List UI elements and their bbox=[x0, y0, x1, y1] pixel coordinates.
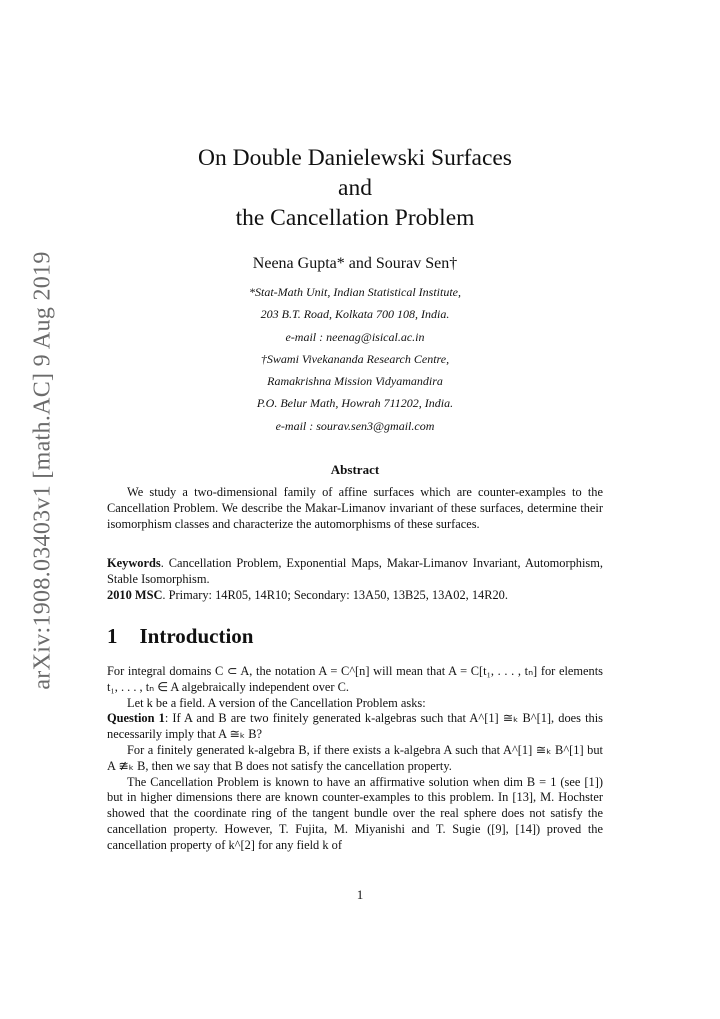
intro-paragraph: For a finitely generated k-algebra B, if there exists a k-algebra A such that A^[1] ≅ₖ B^[1] but A ≇ₖ B, then we say that B does not satisfy the cancellation property. bbox=[107, 742, 603, 773]
email-line: e-mail : sourav.sen3@gmail.com bbox=[275, 418, 435, 433]
intro-paragraph: The Cancellation Problem is known to have an affirmative solution when dim B = 1 (see [1]) but in higher dimensions there are known counter-examples to this problem. In [13], M. Hochster showed that the coordinate ring of the tangent bundle over the real sphere does not satisfy the cancellation property. However, T. Fujita, M. Miyanishi and T. Sugie ([9], [14]) proved the cancellation property of k^[2] for any field k of bbox=[107, 774, 603, 852]
question-text: : If A and B are two finitely generated k-algebras such that A^[1] ≅ₖ B^[1], does this necessarily imply that A ≅ₖ B? bbox=[107, 711, 603, 742]
section-title: Introduction bbox=[139, 624, 254, 648]
question-label: Question 1 bbox=[107, 711, 165, 726]
email-line: e-mail : neenag@isical.ac.in bbox=[285, 329, 425, 344]
msc-text: . Primary: 14R05, 14R10; Secondary: 13A50, 13B25, 13A02, 14R20. bbox=[162, 588, 508, 602]
arxiv-stamp-text: arXiv:1908.03403v1 [math.AC] 9 Aug 2019 bbox=[29, 250, 56, 690]
affiliation-line: P.O. Belur Math, Howrah 711202, India. bbox=[256, 396, 454, 411]
intro-paragraph: Let k be a field. A version of the Cancellation Problem asks: bbox=[127, 695, 426, 710]
paper-title bbox=[150, 143, 560, 233]
keywords bbox=[107, 556, 603, 588]
affiliations bbox=[150, 281, 560, 437]
keywords-label: Keywords bbox=[107, 556, 161, 570]
affiliation-line: †Swami Vivekananda Research Centre, bbox=[260, 351, 450, 366]
abstract-text: We study a two-dimensional family of affine surfaces which are counter-examples to the Cancellation Problem. We describe the Makar-Limanov invariant of these surfaces, determine their isomorphism classes and characterize the automorphisms of these surfaces. bbox=[107, 485, 603, 531]
section-number: 1 bbox=[107, 624, 118, 648]
question-1 bbox=[107, 711, 603, 743]
affiliation-line: 203 B.T. Road, Kolkata 700 108, India. bbox=[260, 307, 450, 322]
affiliation-line: Ramakrishna Mission Vidyamandira bbox=[267, 374, 443, 389]
title-line-2: and bbox=[338, 175, 372, 201]
page-number: 1 bbox=[356, 887, 364, 902]
introduction-body bbox=[107, 664, 603, 854]
title-line-3: the Cancellation Problem bbox=[235, 205, 475, 231]
keywords-text: . Cancellation Problem, Exponential Maps, Makar-Limanov Invariant, Automorphism, Stable Isomorphism. bbox=[107, 556, 603, 586]
msc bbox=[107, 588, 603, 604]
msc-label: 2010 MSC bbox=[107, 588, 163, 602]
arxiv-stamp bbox=[20, 250, 66, 690]
affiliation-line: *Stat-Math Unit, Indian Statistical Institute, bbox=[249, 285, 461, 299]
abstract-heading: Abstract bbox=[330, 462, 380, 477]
title-line-1: On Double Danielewski Surfaces bbox=[198, 145, 512, 171]
authors: Neena Gupta* and Sourav Sen† bbox=[252, 255, 458, 272]
intro-paragraph: For integral domains C ⊂ A, the notation A = C^[n] will mean that A = C[t₁, . . . , tₙ] for elements t₁, . . . , tₙ ∈ A algebraically independent over C. bbox=[107, 664, 603, 694]
section-heading bbox=[107, 624, 253, 649]
